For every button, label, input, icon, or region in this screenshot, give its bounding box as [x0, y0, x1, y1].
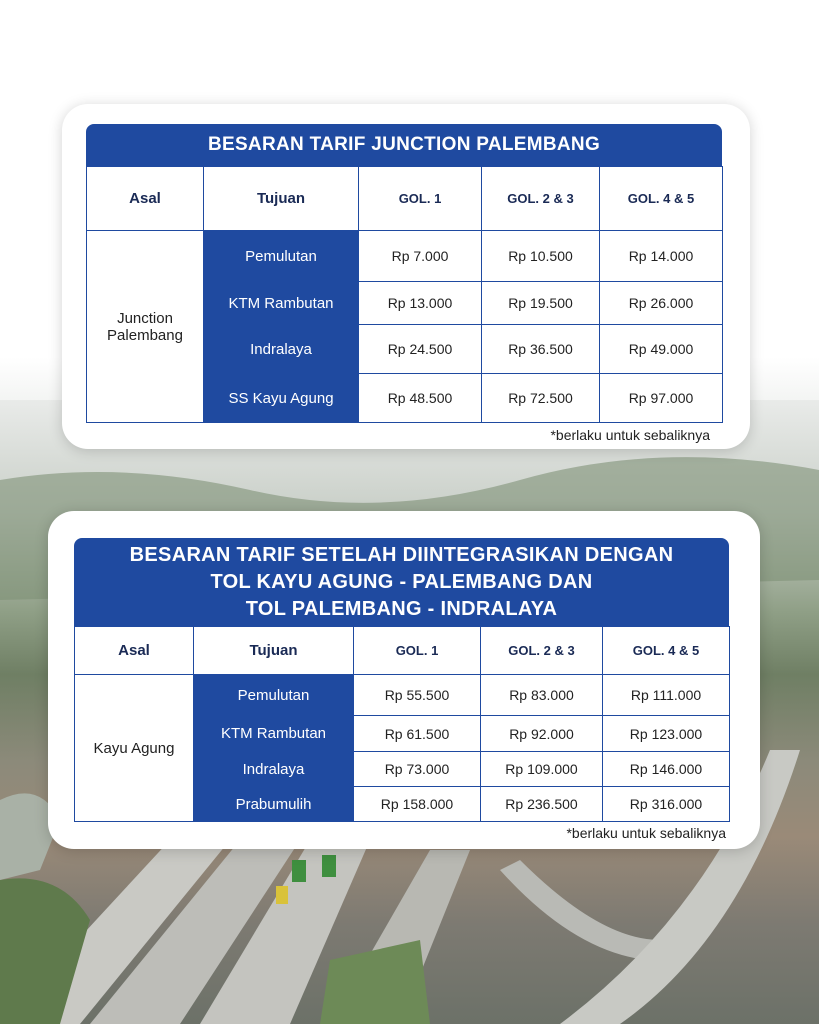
tariff-gol45: Rp 111.000 [603, 675, 730, 716]
header-gol1: GOL. 1 [359, 167, 482, 231]
tariff-gol1: Rp 73.000 [354, 752, 481, 787]
table1 [86, 166, 723, 423]
header-gol23: GOL. 2 & 3 [481, 627, 603, 675]
tariff-gol45: Rp 49.000 [600, 325, 723, 374]
tariff-gol1: Rp 61.500 [354, 716, 481, 752]
table2-title [74, 538, 729, 626]
tariff-gol23: Rp 92.000 [481, 716, 603, 752]
destination-cell: KTM Rambutan [194, 716, 354, 752]
table1-header-row [87, 167, 723, 231]
header-tujuan: Tujuan [194, 627, 354, 675]
table2-title-line: TOL PALEMBANG - INDRALAYA [245, 597, 558, 620]
tariff-gol45: Rp 146.000 [603, 752, 730, 787]
tariff-gol1: Rp 24.500 [359, 325, 482, 374]
destination-cell: SS Kayu Agung [204, 374, 359, 423]
table2-title-line: TOL KAYU AGUNG - PALEMBANG DAN [210, 570, 593, 593]
header-asal: Asal [75, 627, 194, 675]
tariff-gol23: Rp 83.000 [481, 675, 603, 716]
tariff-gol23: Rp 19.500 [482, 282, 600, 325]
header-gol1: GOL. 1 [354, 627, 481, 675]
tariff-gol45: Rp 97.000 [600, 374, 723, 423]
tariff-gol1: Rp 55.500 [354, 675, 481, 716]
tariff-gol1: Rp 13.000 [359, 282, 482, 325]
tariff-card-kayu-agung [48, 511, 760, 849]
destination-cell: KTM Rambutan [204, 282, 359, 325]
table2-title-line: BESARAN TARIF SETELAH DIINTEGRASIKAN DENGAN [129, 543, 674, 566]
header-tujuan: Tujuan [204, 167, 359, 231]
tariff-gol23: Rp 236.500 [481, 787, 603, 822]
tariff-card-junction-palembang [62, 104, 750, 449]
table1-title: BESARAN TARIF JUNCTION PALEMBANG [86, 124, 722, 166]
header-asal: Asal [87, 167, 204, 231]
table2 [74, 626, 730, 822]
tariff-gol1: Rp 7.000 [359, 231, 482, 282]
tariff-gol23: Rp 72.500 [482, 374, 600, 423]
header-gol45: GOL. 4 & 5 [603, 627, 730, 675]
tariff-gol45: Rp 316.000 [603, 787, 730, 822]
destination-cell: Indralaya [204, 325, 359, 374]
destination-cell: Pemulutan [204, 231, 359, 282]
destination-cell: Pemulutan [194, 675, 354, 716]
tariff-gol23: Rp 10.500 [482, 231, 600, 282]
table1-note: *berlaku untuk sebaliknya [550, 427, 710, 443]
tariff-gol1: Rp 48.500 [359, 374, 482, 423]
tariff-gol45: Rp 123.000 [603, 716, 730, 752]
header-gol45: GOL. 4 & 5 [600, 167, 723, 231]
destination-cell: Prabumulih [194, 787, 354, 822]
table-row [75, 675, 730, 716]
tariff-gol45: Rp 14.000 [600, 231, 723, 282]
origin-cell: Junction Palembang [87, 231, 204, 423]
tariff-gol1: Rp 158.000 [354, 787, 481, 822]
tariff-gol23: Rp 36.500 [482, 325, 600, 374]
table2-note: *berlaku untuk sebaliknya [566, 825, 726, 841]
table2-header-row [75, 627, 730, 675]
header-gol23: GOL. 2 & 3 [482, 167, 600, 231]
destination-cell: Indralaya [194, 752, 354, 787]
origin-cell: Kayu Agung [75, 675, 194, 822]
table-row [87, 231, 723, 282]
tariff-gol23: Rp 109.000 [481, 752, 603, 787]
tariff-gol45: Rp 26.000 [600, 282, 723, 325]
